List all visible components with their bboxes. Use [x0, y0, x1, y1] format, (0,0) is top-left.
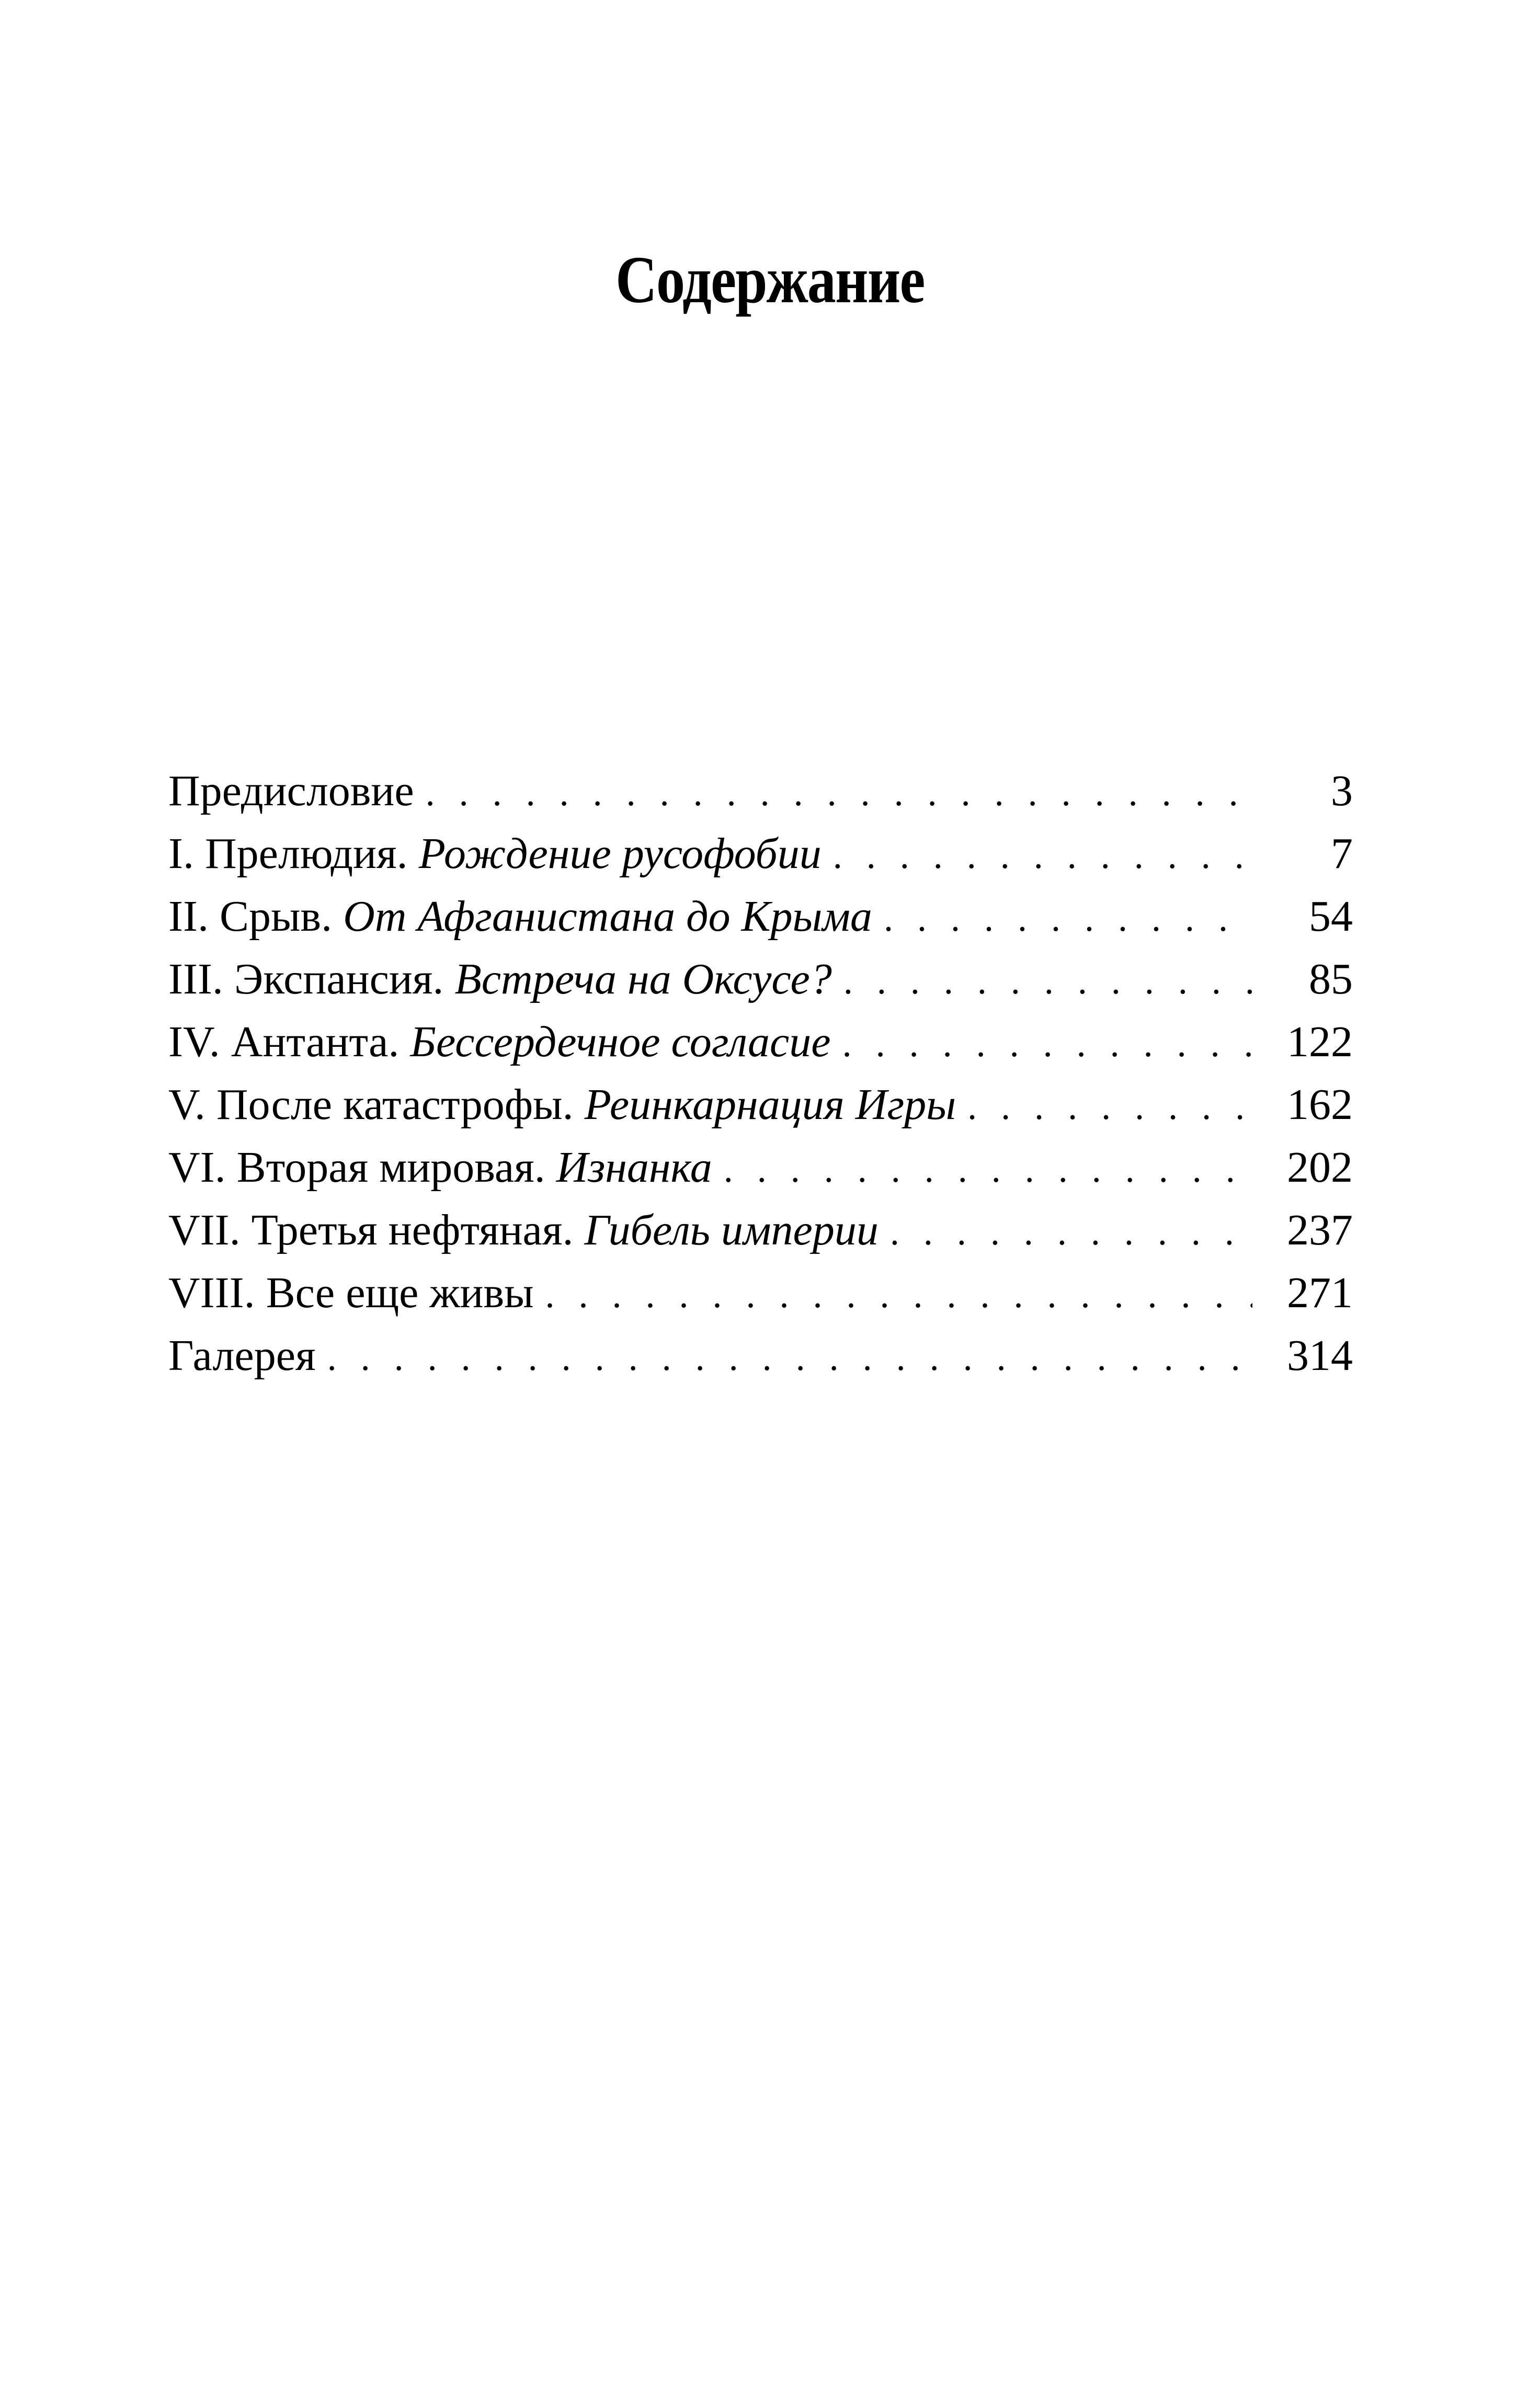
toc-page-number: 314: [1287, 1331, 1353, 1380]
toc-entry-subtitle: Изнанка: [556, 1143, 712, 1192]
dot-leader: [890, 1201, 1252, 1263]
toc-entry: [168, 1011, 1353, 1073]
toc-entry: [168, 1262, 1353, 1324]
toc-entry-subtitle: Гибель империи: [584, 1206, 879, 1254]
toc-entry-main: I. Прелюдия.: [168, 829, 419, 878]
toc-entry-title: [168, 948, 832, 1011]
toc-entry-title: [168, 1073, 956, 1136]
toc-entry-main: IV. Антанта.: [168, 1018, 410, 1066]
toc-entry: [168, 948, 1353, 1011]
page-title: Содержание: [615, 242, 925, 317]
dot-leader: [842, 1012, 1252, 1075]
dot-leader: [884, 887, 1252, 950]
toc-entry: [168, 760, 1353, 822]
toc-entry-title: [168, 1262, 534, 1324]
toc-entry-title: [168, 885, 872, 948]
toc-page-number: 3: [1331, 767, 1353, 815]
dot-leader: [426, 761, 1252, 824]
toc-entry-title: [168, 1011, 831, 1073]
toc-entry-main: Предисловие: [168, 767, 414, 815]
toc-entry-main: II. Срыв.: [168, 892, 344, 941]
toc-entry-subtitle: Бессердечное согласие: [410, 1018, 831, 1066]
toc-page-number: 122: [1287, 1018, 1353, 1066]
toc-page-number: 162: [1287, 1080, 1353, 1129]
toc-entry-title: [168, 1136, 712, 1199]
toc-entry-subtitle: Реинкарнация Игры: [584, 1080, 956, 1129]
table-of-contents: [168, 760, 1353, 1387]
dot-leader: [545, 1263, 1252, 1326]
toc-entry-main: VII. Третья нефтяная.: [168, 1206, 585, 1254]
toc-entry-title: [168, 822, 822, 885]
toc-entry-subtitle: Рождение русофобии: [418, 829, 822, 878]
toc-entry-main: V. После катастрофы.: [168, 1080, 585, 1129]
dot-leader: [724, 1138, 1252, 1201]
toc-entry-subtitle: От Афганистана до Крыма: [343, 892, 872, 941]
toc-entry-title: [168, 1199, 879, 1262]
toc-entry-subtitle: Встреча на Оксусе?: [454, 955, 832, 1003]
toc-page-number: 54: [1309, 892, 1353, 941]
toc-entry-main: VIII. Все еще живы: [168, 1269, 534, 1317]
toc-entry: [168, 1136, 1353, 1199]
dot-leader: [843, 950, 1252, 1012]
toc-entry: [168, 1073, 1353, 1136]
toc-entry-main: III. Экспансия.: [168, 955, 455, 1003]
toc-entry: [168, 822, 1353, 885]
toc-entry-title: [168, 760, 414, 822]
toc-page-number: 237: [1287, 1206, 1353, 1254]
toc-entry: [168, 1199, 1353, 1262]
toc-entry: [168, 1324, 1353, 1387]
dot-leader: [327, 1326, 1252, 1389]
toc-page-number: 271: [1287, 1269, 1353, 1317]
toc-entry-main: VI. Вторая мировая.: [168, 1143, 556, 1192]
dot-leader: [833, 824, 1252, 887]
dot-leader: [967, 1075, 1252, 1138]
toc-page-number: 85: [1309, 955, 1353, 1003]
toc-entry: [168, 885, 1353, 948]
toc-entry-main: Галерея: [168, 1331, 316, 1380]
toc-page-number: 7: [1331, 829, 1353, 878]
toc-page-number: 202: [1287, 1143, 1353, 1192]
toc-entry-title: [168, 1324, 316, 1387]
